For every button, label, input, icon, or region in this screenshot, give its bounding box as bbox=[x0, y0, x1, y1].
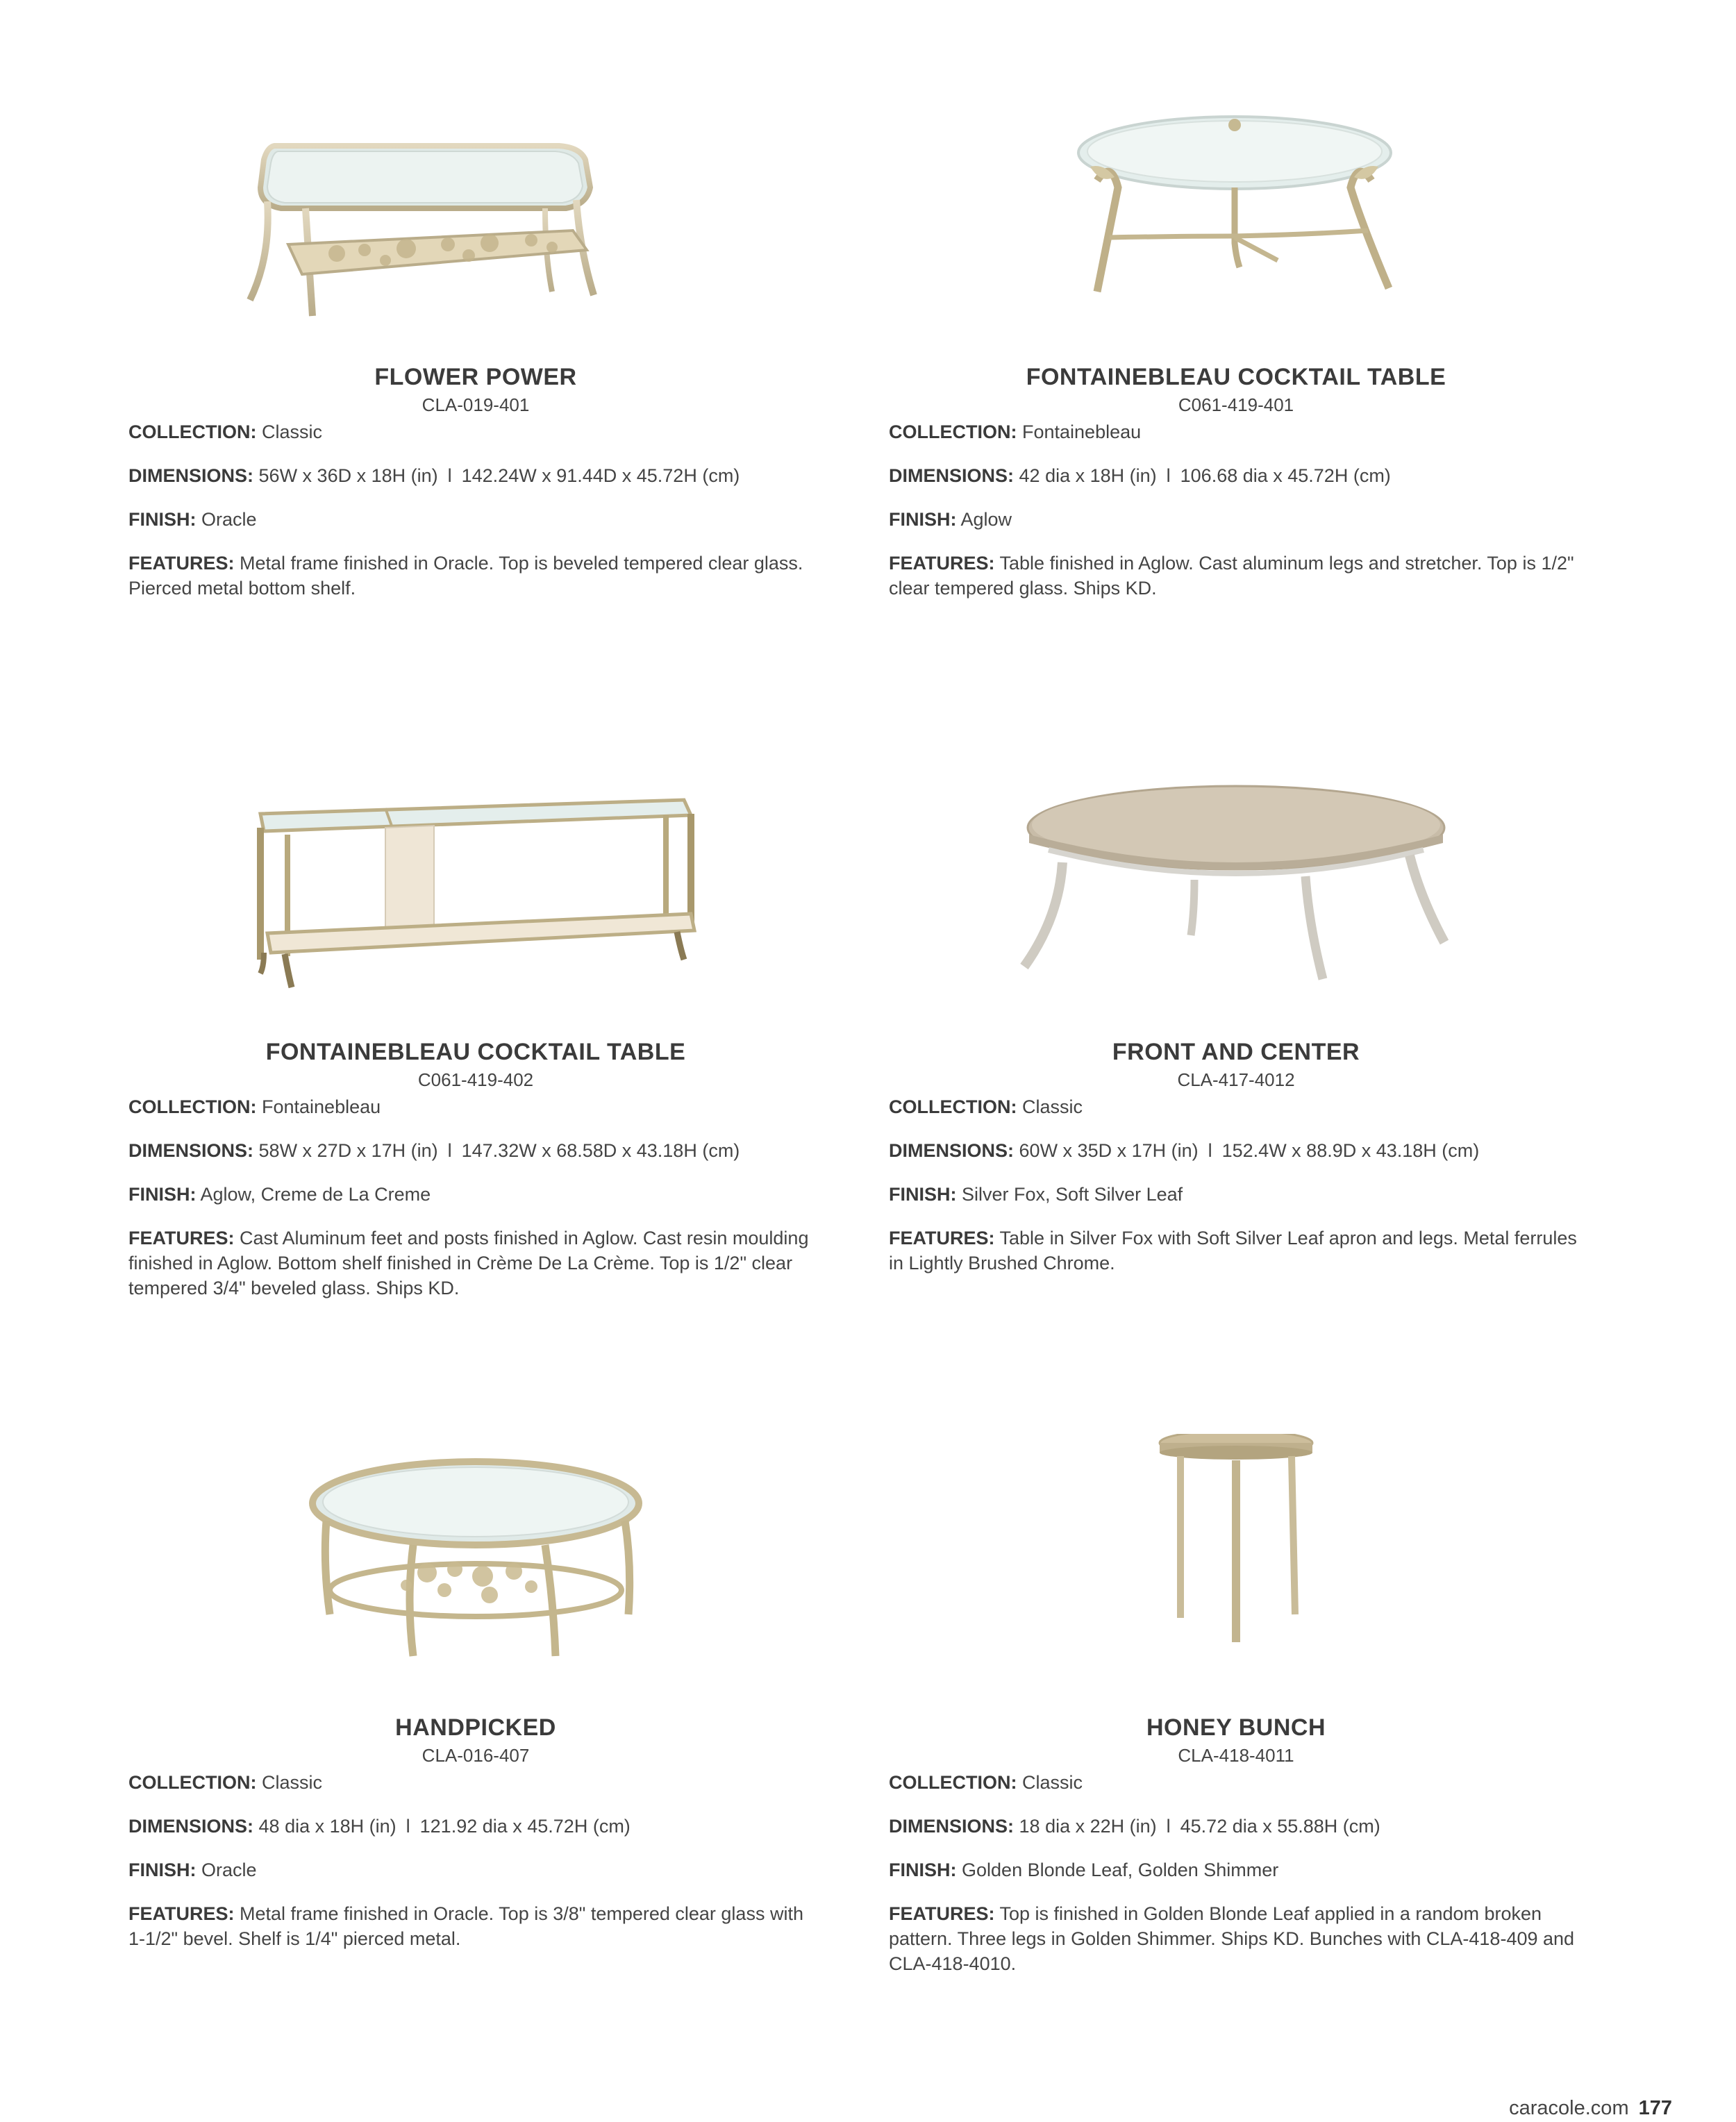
collection-value: Classic bbox=[262, 421, 323, 442]
collection-value: Classic bbox=[1022, 1772, 1083, 1793]
dimensions-line bbox=[128, 1814, 823, 1839]
product-sku: C061-419-401 bbox=[1178, 394, 1294, 415]
dimensions-line bbox=[128, 463, 823, 488]
collection-label: COLLECTION: bbox=[128, 1772, 257, 1793]
collection-value: Classic bbox=[1022, 1096, 1083, 1117]
dimensions-in: 58W x 27D x 17H (in) bbox=[258, 1140, 438, 1161]
finish-label: FINISH: bbox=[128, 509, 197, 530]
page-number: 177 bbox=[1638, 2097, 1672, 2119]
finish-label: FINISH: bbox=[889, 1860, 957, 1880]
dimensions-in: 48 dia x 18H (in) bbox=[258, 1816, 397, 1837]
collection-label: COLLECTION: bbox=[889, 1772, 1017, 1793]
dimensions-cm: 45.72 dia x 55.88H (cm) bbox=[1180, 1816, 1380, 1837]
finish-value: Golden Blonde Leaf, Golden Shimmer bbox=[962, 1860, 1279, 1880]
dimension-separator: l bbox=[447, 1140, 452, 1161]
dimensions-cm: 147.32W x 68.58D x 43.18H (cm) bbox=[461, 1140, 740, 1161]
finish-line bbox=[128, 507, 823, 532]
collection-label: COLLECTION: bbox=[889, 1096, 1017, 1117]
footer-site: caracole.com bbox=[1509, 2097, 1629, 2119]
dimensions-label: DIMENSIONS: bbox=[128, 1140, 254, 1161]
features-label: FEATURES: bbox=[128, 553, 235, 574]
collection-line bbox=[128, 419, 823, 444]
collection-label: COLLECTION: bbox=[128, 1096, 257, 1117]
collection-value: Classic bbox=[262, 1772, 323, 1793]
finish-line bbox=[128, 1857, 823, 1882]
features-line bbox=[889, 1226, 1583, 1276]
features-value: Metal frame finished in Oracle. Top is beveled tempered clear glass. Pierced metal bottom shelf. bbox=[128, 553, 803, 599]
dimensions-label: DIMENSIONS: bbox=[889, 1816, 1015, 1837]
features-label: FEATURES: bbox=[889, 553, 995, 574]
collection-line bbox=[128, 1770, 823, 1795]
features-value: Table in Silver Fox with Soft Silver Leaf apron and legs. Metal ferrules in Lightly Brushed Chrome. bbox=[889, 1228, 1577, 1273]
product-image-honey-bunch bbox=[889, 1434, 1583, 1677]
dimensions-in: 18 dia x 22H (in) bbox=[1019, 1816, 1157, 1837]
product-image-fontainebleau-401 bbox=[889, 83, 1583, 326]
dimensions-cm: 106.68 dia x 45.72H (cm) bbox=[1180, 465, 1391, 486]
finish-value: Silver Fox, Soft Silver Leaf bbox=[962, 1184, 1183, 1205]
features-line bbox=[889, 1901, 1583, 1976]
product-image-front-and-center bbox=[889, 758, 1583, 1001]
finish-label: FINISH: bbox=[889, 1184, 957, 1205]
product-name: FRONT AND CENTER bbox=[1112, 1039, 1360, 1065]
dimension-separator: l bbox=[406, 1816, 410, 1837]
features-value: Cast Aluminum feet and posts finished in Aglow. Cast resin moulding finished in Aglow. Bottom shelf finished in Crème De La Crème. Top is 1/2" clear tempered 3/4" beveled glass. Ships KD. bbox=[128, 1228, 809, 1298]
collection-line bbox=[889, 1094, 1583, 1119]
collection-value: Fontainebleau bbox=[1022, 421, 1142, 442]
features-line bbox=[128, 1901, 823, 1951]
page-footer bbox=[1509, 2097, 1672, 2120]
collection-label: COLLECTION: bbox=[128, 421, 257, 442]
finish-line bbox=[889, 1857, 1583, 1882]
finish-value: Oracle bbox=[201, 1860, 257, 1880]
features-label: FEATURES: bbox=[889, 1228, 995, 1248]
finish-value: Aglow bbox=[960, 509, 1012, 530]
collection-label: COLLECTION: bbox=[889, 421, 1017, 442]
product-image-fontainebleau-402 bbox=[128, 758, 823, 1001]
dimensions-line bbox=[128, 1138, 823, 1163]
dimensions-line bbox=[889, 1138, 1583, 1163]
collection-line bbox=[889, 1770, 1583, 1795]
product-name: FONTAINEBLEAU COCKTAIL TABLE bbox=[1026, 364, 1446, 390]
dimension-separator: l bbox=[447, 465, 452, 486]
features-value: Top is finished in Golden Blonde Leaf applied in a random broken pattern. Three legs in Golden Shimmer. Ships KD. Bunches with CLA-418-409 and CLA-418-4010. bbox=[889, 1903, 1575, 1974]
product-name: FONTAINEBLEAU COCKTAIL TABLE bbox=[265, 1039, 686, 1065]
dimensions-in: 60W x 35D x 17H (in) bbox=[1019, 1140, 1199, 1161]
finish-label: FINISH: bbox=[128, 1184, 197, 1205]
dimensions-cm: 152.4W x 88.9D x 43.18H (cm) bbox=[1221, 1140, 1480, 1161]
product-name: HONEY BUNCH bbox=[1146, 1714, 1326, 1741]
features-value: Metal frame finished in Oracle. Top is 3/8" tempered clear glass with 1-1/2" bevel. Shelf is 1/4" pierced metal. bbox=[128, 1903, 803, 1949]
dimensions-label: DIMENSIONS: bbox=[889, 1140, 1015, 1161]
features-value: Table finished in Aglow. Cast aluminum legs and stretcher. Top is 1/2" clear tempered glass. Ships KD. bbox=[889, 553, 1574, 599]
product-sku: CLA-418-4011 bbox=[1178, 1745, 1294, 1766]
finish-value: Oracle bbox=[201, 509, 257, 530]
finish-label: FINISH: bbox=[128, 1860, 197, 1880]
dimensions-cm: 121.92 dia x 45.72H (cm) bbox=[419, 1816, 631, 1837]
collection-value: Fontainebleau bbox=[262, 1096, 381, 1117]
product-image-flower-power bbox=[128, 83, 823, 326]
product-sku: CLA-016-407 bbox=[422, 1745, 530, 1766]
dimensions-cm: 142.24W x 91.44D x 45.72H (cm) bbox=[461, 465, 740, 486]
dimensions-line bbox=[889, 463, 1583, 488]
features-line bbox=[128, 551, 823, 601]
product-sku: CLA-019-401 bbox=[422, 394, 530, 415]
finish-line bbox=[128, 1182, 823, 1207]
dimensions-in: 42 dia x 18H (in) bbox=[1019, 465, 1157, 486]
collection-line bbox=[889, 419, 1583, 444]
product-sku: CLA-417-4012 bbox=[1177, 1069, 1295, 1090]
dimension-separator: l bbox=[1166, 1816, 1171, 1837]
product-name: FLOWER POWER bbox=[374, 364, 577, 390]
features-line bbox=[128, 1226, 823, 1301]
features-label: FEATURES: bbox=[128, 1903, 235, 1924]
collection-line bbox=[128, 1094, 823, 1119]
dimensions-label: DIMENSIONS: bbox=[889, 465, 1015, 486]
product-image-handpicked bbox=[128, 1434, 823, 1677]
finish-line bbox=[889, 507, 1583, 532]
dimensions-in: 56W x 36D x 18H (in) bbox=[258, 465, 438, 486]
finish-label: FINISH: bbox=[889, 509, 957, 530]
dimensions-label: DIMENSIONS: bbox=[128, 1816, 254, 1837]
finish-line bbox=[889, 1182, 1583, 1207]
features-label: FEATURES: bbox=[889, 1903, 995, 1924]
dimensions-label: DIMENSIONS: bbox=[128, 465, 254, 486]
dimension-separator: l bbox=[1166, 465, 1171, 486]
product-name: HANDPICKED bbox=[395, 1714, 556, 1741]
product-sku: C061-419-402 bbox=[417, 1069, 534, 1090]
features-line bbox=[889, 551, 1583, 601]
finish-value: Aglow, Creme de La Creme bbox=[200, 1184, 431, 1205]
dimension-separator: l bbox=[1208, 1140, 1212, 1161]
dimensions-line bbox=[889, 1814, 1583, 1839]
features-label: FEATURES: bbox=[128, 1228, 235, 1248]
